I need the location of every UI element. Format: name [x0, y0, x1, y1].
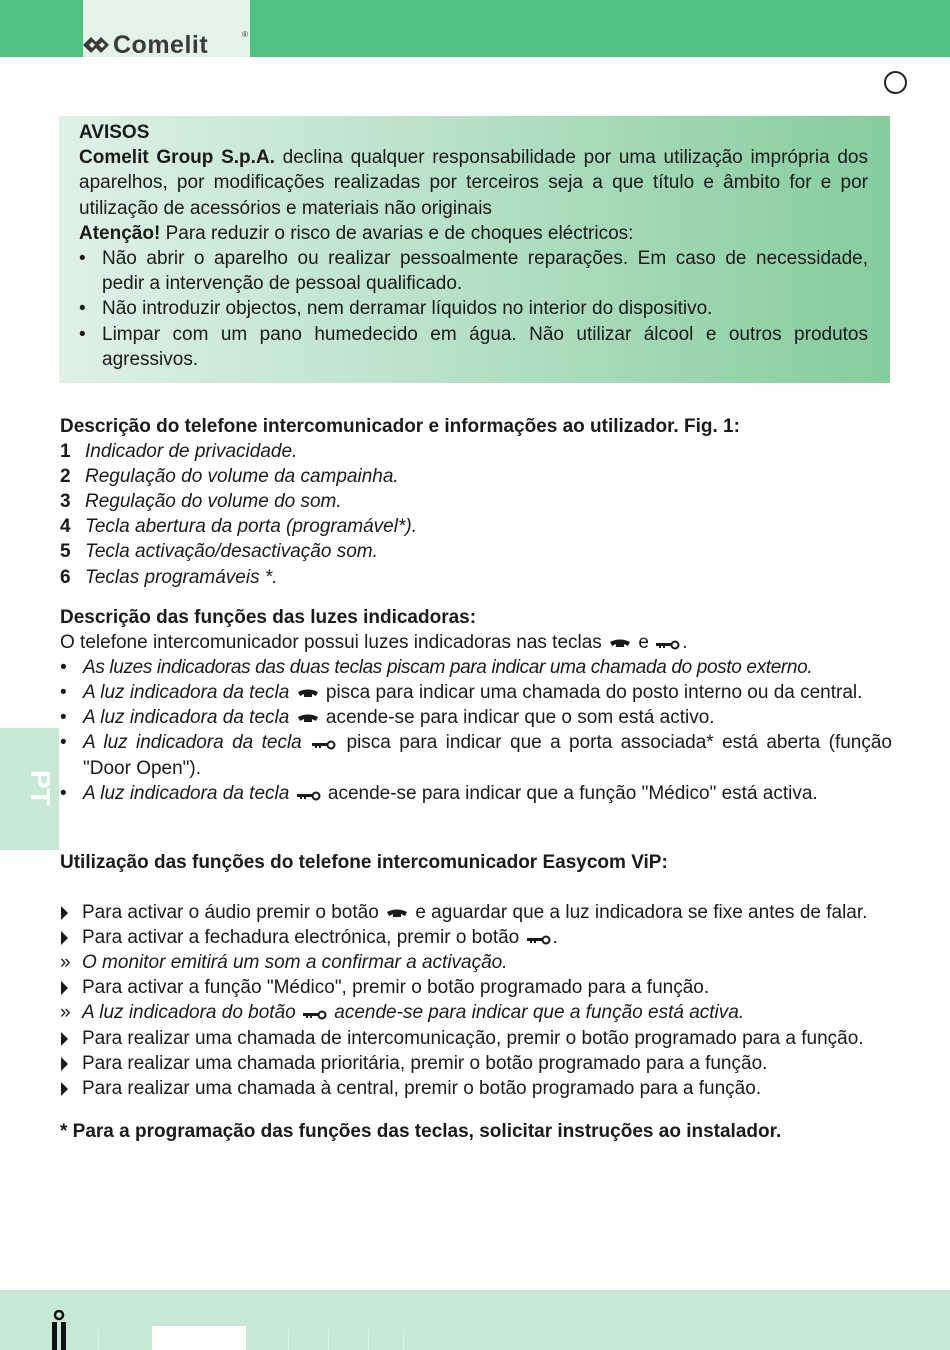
- indicator-text: A luz indicadora da tecla: [83, 732, 311, 754]
- list-item: [60, 514, 892, 539]
- note-text: A luz indicadora do botão: [82, 1002, 302, 1024]
- attention-line: [79, 221, 868, 246]
- indicator-item: • As luzes indicadoras das duas teclas piscam para indicar uma chamada do posto externo.: [60, 655, 892, 680]
- raquo-mark: »: [60, 952, 71, 974]
- list-item: [60, 565, 892, 590]
- attention-text: Para reduzir o risco de avarias e de choques eléctricos:: [160, 222, 634, 244]
- item-number: 6: [60, 566, 71, 588]
- item-text: Teclas programáveis *.: [85, 566, 278, 588]
- usage-step: [60, 900, 880, 925]
- arrow-bullet-icon: [61, 1057, 68, 1071]
- item-number: 2: [60, 466, 71, 488]
- list-item: [60, 464, 892, 489]
- indicator-text: pisca para indicar uma chamada do posto interno ou da central.: [320, 682, 863, 704]
- description-heading: Descrição do telefone intercomunicador e informações ao utilizador. Fig. 1:: [60, 416, 740, 437]
- usage-section: [60, 850, 880, 1144]
- handset-icon: [609, 638, 631, 650]
- handset-icon: [386, 908, 408, 920]
- intro-text: .: [682, 632, 688, 654]
- step-text: e aguardar que a luz indicadora se fixe antes de falar.: [410, 902, 868, 924]
- attention-label: Atenção!: [79, 222, 161, 244]
- usage-step: [60, 1076, 880, 1101]
- warning-bullet: • Não abrir o aparelho ou realizar pessoalmente reparações. Em caso de necessidade, pedir a intervenção de pessoal qualificado.: [79, 246, 868, 296]
- step-text: Para activar a fechadura electrónica, premir o botão: [82, 927, 525, 949]
- indicators-section: [60, 605, 892, 806]
- company-name: Comelit Group S.p.A.: [79, 147, 275, 169]
- indicator-text: acende-se para indicar que o som está activo.: [320, 707, 715, 729]
- arrow-bullet-icon: [61, 1032, 68, 1046]
- footer-white-block: [152, 1326, 246, 1350]
- usage-step: [60, 1051, 880, 1076]
- raquo-mark: »: [60, 1002, 71, 1024]
- step-text: Para realizar uma chamada à central, premir o botão programado para a função.: [82, 1077, 762, 1099]
- intro-text: e: [633, 632, 655, 654]
- arrow-bullet-icon: [61, 981, 68, 995]
- indicators-intro: [60, 630, 892, 655]
- indicator-item: [60, 705, 892, 730]
- key-icon: [656, 640, 680, 650]
- disclaimer-text: declina qualquer responsabilidade por uma utilização imprópria dos aparelhos, por modificações realizadas por terceiros seja a que título e âmbito for e por utilização de acessórios e materiais não originais: [79, 147, 868, 219]
- description-section: [60, 414, 892, 590]
- usage-heading: Utilização das funções do telefone intercomunicador Easycom ViP:: [60, 852, 668, 873]
- key-icon: [303, 1010, 327, 1020]
- indicator-item: [60, 730, 892, 780]
- note-text: O monitor emitirá um som a confirmar a activação.: [82, 952, 508, 974]
- indicator-text: pisca para indicar que a porta associada* está aberta (função "Door Open").: [83, 732, 893, 779]
- list-item: [60, 439, 892, 464]
- item-number: 3: [60, 491, 71, 513]
- usage-step: [60, 975, 880, 1000]
- warning-box: [59, 116, 890, 383]
- indicators-heading: Descrição das funções das luzes indicadoras:: [60, 607, 477, 628]
- registered-mark: ®: [242, 30, 248, 39]
- item-text: Indicador de privacidade.: [85, 441, 298, 463]
- footer-tick: [368, 1330, 369, 1350]
- warning-disclaimer: [79, 145, 868, 221]
- handset-icon: [297, 713, 319, 725]
- footer-logo-icon: [52, 1310, 66, 1350]
- indicator-text: A luz indicadora da tecla: [83, 707, 295, 729]
- footer-tick: [403, 1330, 404, 1350]
- arrow-bullet-icon: [61, 906, 68, 920]
- list-item: [60, 539, 892, 564]
- footer-tick: [328, 1330, 329, 1350]
- item-text: Tecla abertura da porta (programável*).: [85, 516, 417, 538]
- usage-note: [60, 950, 880, 975]
- warning-bullet: • Não introduzir objectos, nem derramar líquidos no interior do dispositivo.: [79, 296, 868, 321]
- arrow-bullet-icon: [61, 931, 68, 945]
- warning-bullet: • Limpar com um pano humedecido em água. Não utilizar álcool e outros produtos agressivos.: [79, 322, 868, 372]
- footer-tick: [98, 1330, 99, 1350]
- item-text: Regulação do volume da campainha.: [85, 466, 399, 488]
- item-number: 5: [60, 541, 71, 563]
- step-text: .: [552, 927, 558, 949]
- item-text: Tecla activação/desactivação som.: [85, 541, 378, 563]
- usage-step: [60, 925, 880, 950]
- note-text: acende-se para indicar que a função está activa.: [329, 1002, 745, 1024]
- circle-marker: [884, 71, 907, 94]
- list-item: [60, 489, 892, 514]
- usage-note: [60, 1000, 880, 1025]
- intro-text: O telefone intercomunicador possui luzes indicadoras nas teclas: [60, 632, 608, 654]
- footer-tick: [288, 1330, 289, 1350]
- language-tab-label: PT: [25, 770, 56, 806]
- arrow-bullet-icon: [61, 1082, 68, 1096]
- indicator-item: [60, 680, 892, 705]
- item-number: 1: [60, 441, 71, 463]
- handset-icon: [297, 688, 319, 700]
- footnote: * Para a programação das funções das teclas, solicitar instruções ao instalador.: [60, 1120, 782, 1142]
- indicator-text: acende-se para indicar que a função "Médico" está activa.: [322, 782, 818, 804]
- step-text: Para realizar uma chamada prioritária, premir o botão programado para a função.: [82, 1052, 768, 1074]
- brand-name: Comelit: [113, 31, 209, 59]
- key-icon: [312, 740, 336, 750]
- footer-bar: [0, 1290, 950, 1350]
- indicator-item: [60, 781, 892, 806]
- step-text: Para activar o áudio premir o botão: [82, 902, 385, 924]
- key-icon: [527, 935, 551, 945]
- step-text: Para activar a função "Médico", premir o botão programado para a função.: [82, 977, 710, 999]
- usage-step: [60, 1026, 880, 1051]
- step-text: Para realizar uma chamada de intercomunicação, premir o botão programado para a função.: [82, 1027, 864, 1049]
- warning-title: AVISOS: [79, 122, 150, 143]
- indicator-text: A luz indicadora da tecla: [83, 782, 295, 804]
- item-number: 4: [60, 516, 71, 538]
- item-text: Regulação do volume do som.: [85, 491, 342, 513]
- indicator-text: A luz indicadora da tecla: [83, 682, 295, 704]
- comelit-logo-icon: [83, 35, 113, 55]
- key-icon: [297, 791, 321, 801]
